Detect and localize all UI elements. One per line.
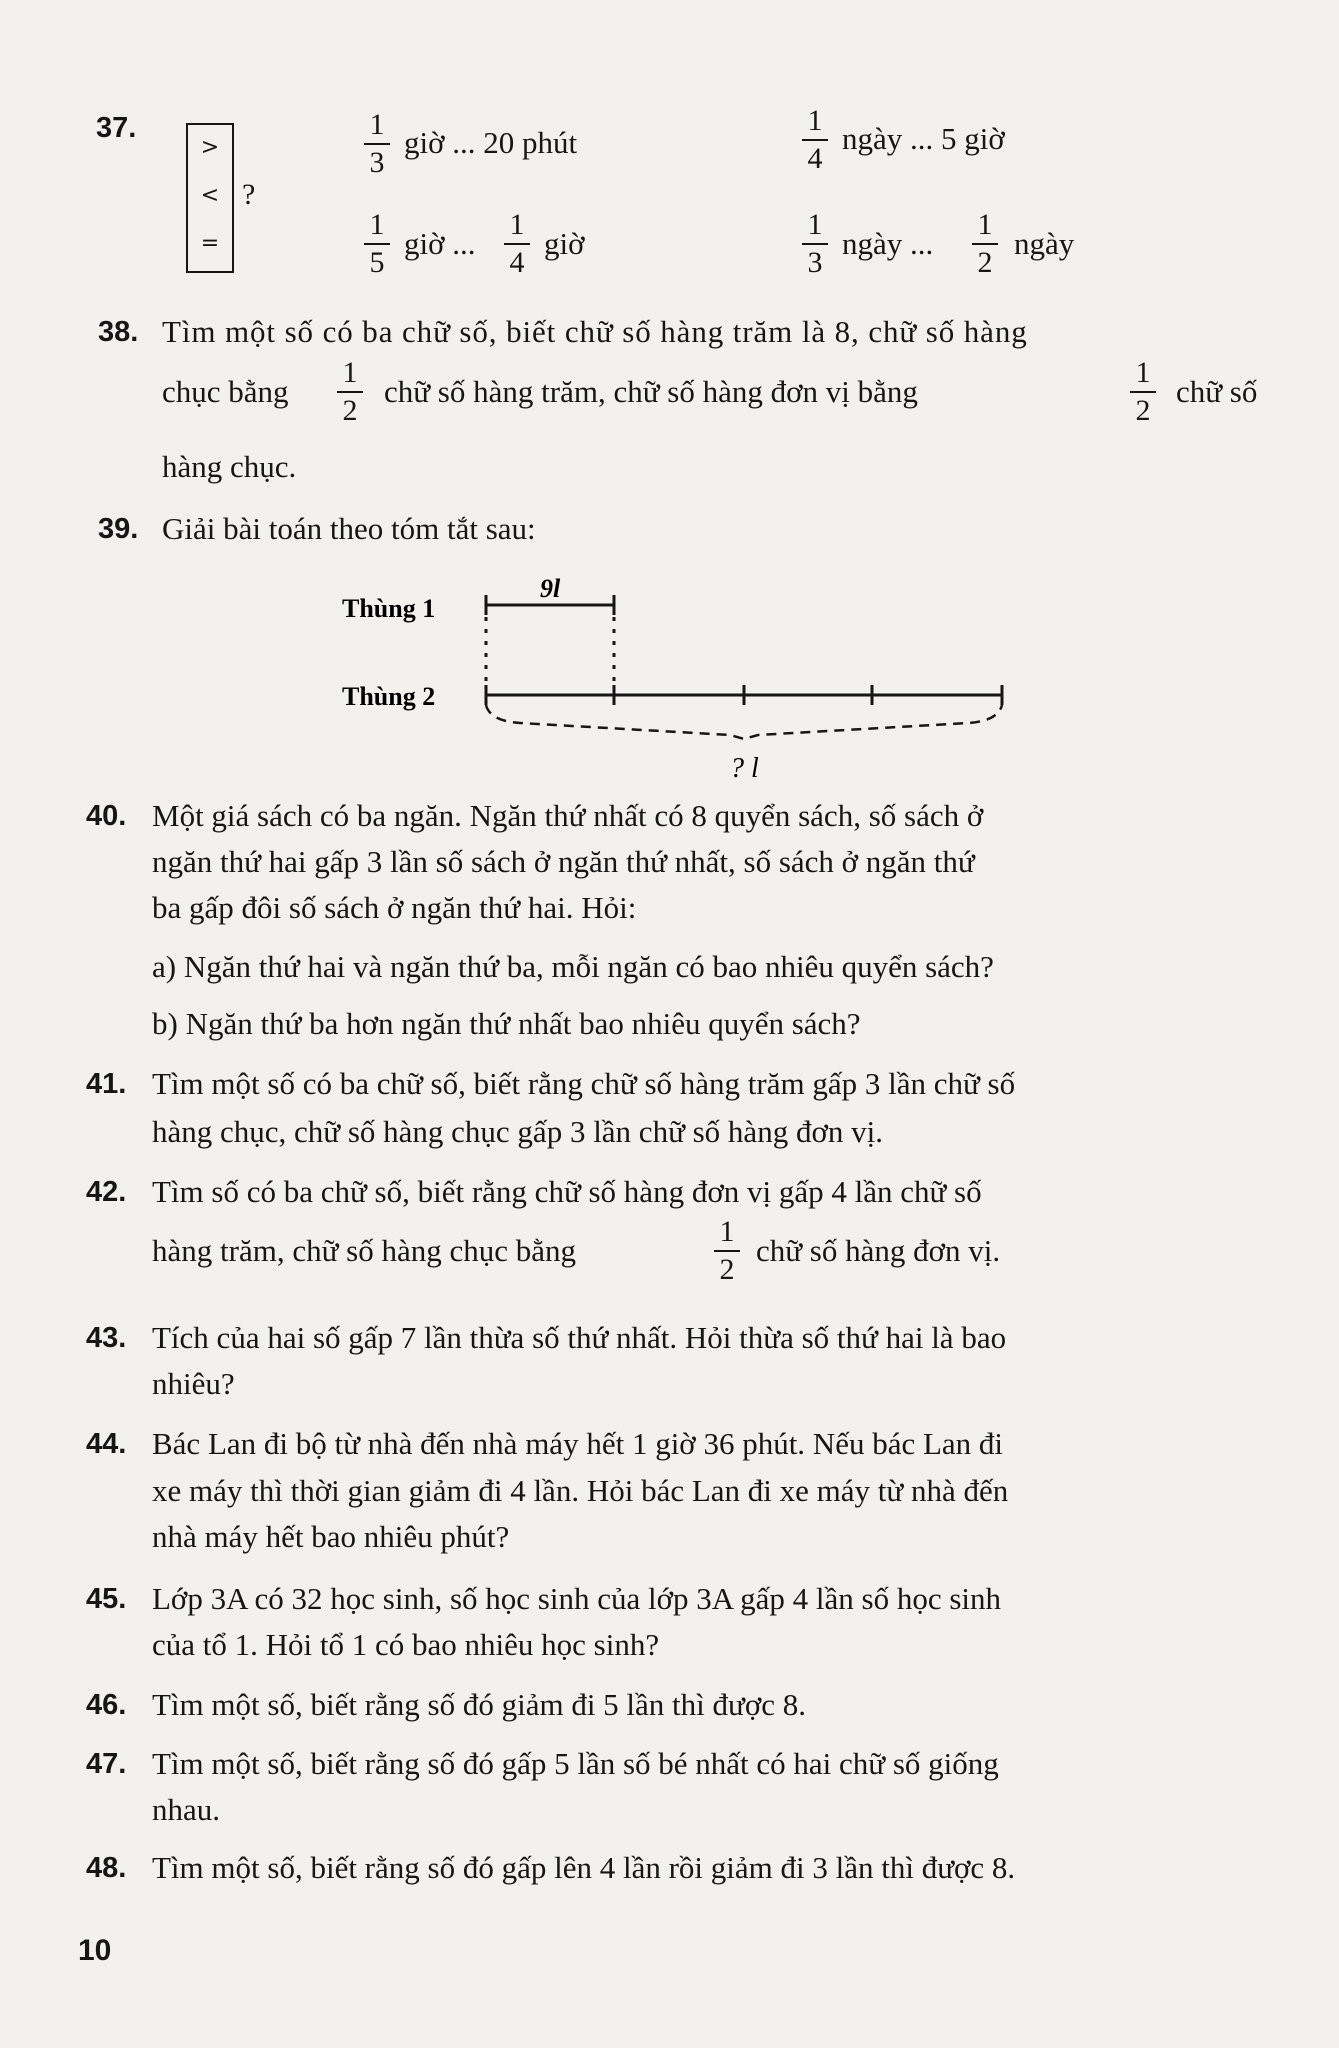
compare-item-1: giờ ... 20 phút bbox=[404, 125, 578, 160]
problem-43-line-2: nhiêu? bbox=[152, 1366, 235, 1401]
problem-38-line-1: Tìm một số có ba chữ số, biết chữ số hàng trăm là 8, chữ số hàng bbox=[162, 314, 1028, 349]
fraction: 1 3 bbox=[800, 208, 830, 280]
problem-44-line-1: Bác Lan đi bộ từ nhà đến nhà máy hết 1 giờ 36 phút. Nếu bác Lan đi bbox=[152, 1426, 1004, 1461]
fraction: 1 3 bbox=[362, 108, 392, 180]
problem-44-number: 44. bbox=[86, 1428, 127, 1460]
compare-item-3-left: giờ ... bbox=[404, 226, 476, 261]
problem-40-number: 40. bbox=[86, 800, 127, 832]
problem-46-number: 46. bbox=[86, 1689, 127, 1721]
fraction: 1 2 bbox=[970, 208, 1000, 280]
comparison-symbol-box bbox=[186, 123, 234, 273]
problem-43-number: 43. bbox=[86, 1322, 127, 1354]
problem-39-number: 39. bbox=[98, 513, 139, 545]
problem-42-line-2b: chữ số hàng đơn vị. bbox=[756, 1233, 1001, 1268]
problem-47-number: 47. bbox=[86, 1748, 127, 1780]
problem-45-number: 45. bbox=[86, 1583, 127, 1615]
equals-symbol: = bbox=[200, 231, 220, 256]
greater-than-symbol: > bbox=[200, 135, 220, 160]
fraction: 1 2 bbox=[712, 1215, 742, 1287]
problem-40-line-2: ngăn thứ hai gấp 3 lần số sách ở ngăn thứ nhất, số sách ở ngăn thứ bbox=[152, 844, 975, 879]
problem-40-line-1: Một giá sách có ba ngăn. Ngăn thứ nhất có 8 quyển sách, số sách ở bbox=[152, 798, 984, 833]
fraction: 1 2 bbox=[1128, 356, 1158, 428]
problem-38-line-2a: chục bằng bbox=[162, 374, 289, 409]
fraction: 1 2 bbox=[335, 356, 365, 428]
problem-45-line-1: Lớp 3A có 32 học sinh, số học sinh của lớp 3A gấp 4 lần số học sinh bbox=[152, 1581, 1002, 1616]
problem-40-line-3: ba gấp đôi số sách ở ngăn thứ hai. Hỏi: bbox=[152, 890, 637, 925]
problem-41-line-1: Tìm một số có ba chữ số, biết rằng chữ số hàng trăm gấp 3 lần chữ số bbox=[152, 1066, 1016, 1101]
fraction: 1 4 bbox=[502, 208, 532, 280]
segment-value-label: 9l bbox=[540, 574, 561, 603]
row-label-thung-1: Thùng 1 bbox=[342, 594, 436, 623]
segment-diagram bbox=[0, 555, 1339, 795]
problem-48-line-1: Tìm một số, biết rằng số đó gấp lên 4 lần rồi giảm đi 3 lần thì được 8. bbox=[152, 1850, 1016, 1885]
compare-item-4-right: ngày bbox=[1014, 226, 1075, 261]
page-number: 10 bbox=[78, 1934, 112, 1967]
compare-item-3-right: giờ bbox=[544, 226, 585, 261]
compare-item-4-left: ngày ... bbox=[842, 226, 934, 261]
problem-41-number: 41. bbox=[86, 1068, 127, 1100]
fraction: 1 4 bbox=[800, 104, 830, 176]
problem-45-line-2: của tổ 1. Hỏi tổ 1 có bao nhiêu học sinh? bbox=[152, 1627, 660, 1662]
problem-38-line-2c: chữ số bbox=[1176, 374, 1258, 409]
problem-44-line-2: xe máy thì thời gian giảm đi 4 lần. Hỏi bác Lan đi xe máy từ nhà đến bbox=[152, 1473, 1009, 1508]
problem-38-line-3: hàng chục. bbox=[162, 449, 297, 484]
problem-41-line-2: hàng chục, chữ số hàng chục gấp 3 lần chữ số hàng đơn vị. bbox=[152, 1114, 883, 1149]
row-label-thung-2: Thùng 2 bbox=[342, 682, 436, 711]
problem-38-line-2b: chữ số hàng trăm, chữ số hàng đơn vị bằng bbox=[384, 374, 918, 409]
less-than-symbol: < bbox=[200, 183, 220, 208]
problem-47-line-1: Tìm một số, biết rằng số đó gấp 5 lần số bé nhất có hai chữ số giống bbox=[152, 1746, 999, 1781]
problem-43-line-1: Tích của hai số gấp 7 lần thừa số thứ nhất. Hỏi thừa số thứ hai là bao bbox=[152, 1320, 1007, 1355]
question-total-label: ? l bbox=[730, 753, 759, 784]
problem-46-line-1: Tìm một số, biết rằng số đó giảm đi 5 lần thì được 8. bbox=[152, 1687, 806, 1722]
question-mark: ? bbox=[242, 178, 256, 211]
problem-40-part-a: a) Ngăn thứ hai và ngăn thứ ba, mỗi ngăn có bao nhiêu quyển sách? bbox=[152, 949, 994, 984]
problem-40-part-b: b) Ngăn thứ ba hơn ngăn thứ nhất bao nhiêu quyển sách? bbox=[152, 1006, 861, 1041]
problem-42-number: 42. bbox=[86, 1176, 127, 1208]
problem-39-text: Giải bài toán theo tóm tắt sau: bbox=[162, 511, 536, 546]
compare-item-2: ngày ... 5 giờ bbox=[842, 121, 1005, 156]
problem-42-line-2a: hàng trăm, chữ số hàng chục bằng bbox=[152, 1233, 576, 1268]
problem-44-line-3: nhà máy hết bao nhiêu phút? bbox=[152, 1519, 510, 1554]
problem-42-line-1: Tìm số có ba chữ số, biết rằng chữ số hàng đơn vị gấp 4 lần chữ số bbox=[152, 1174, 982, 1209]
dashed-brace bbox=[486, 705, 1002, 739]
problem-48-number: 48. bbox=[86, 1852, 127, 1884]
problem-38-number: 38. bbox=[98, 316, 139, 348]
problem-37-number: 37. bbox=[96, 112, 137, 144]
problem-47-line-2: nhau. bbox=[152, 1792, 221, 1827]
fraction: 1 5 bbox=[362, 208, 392, 280]
